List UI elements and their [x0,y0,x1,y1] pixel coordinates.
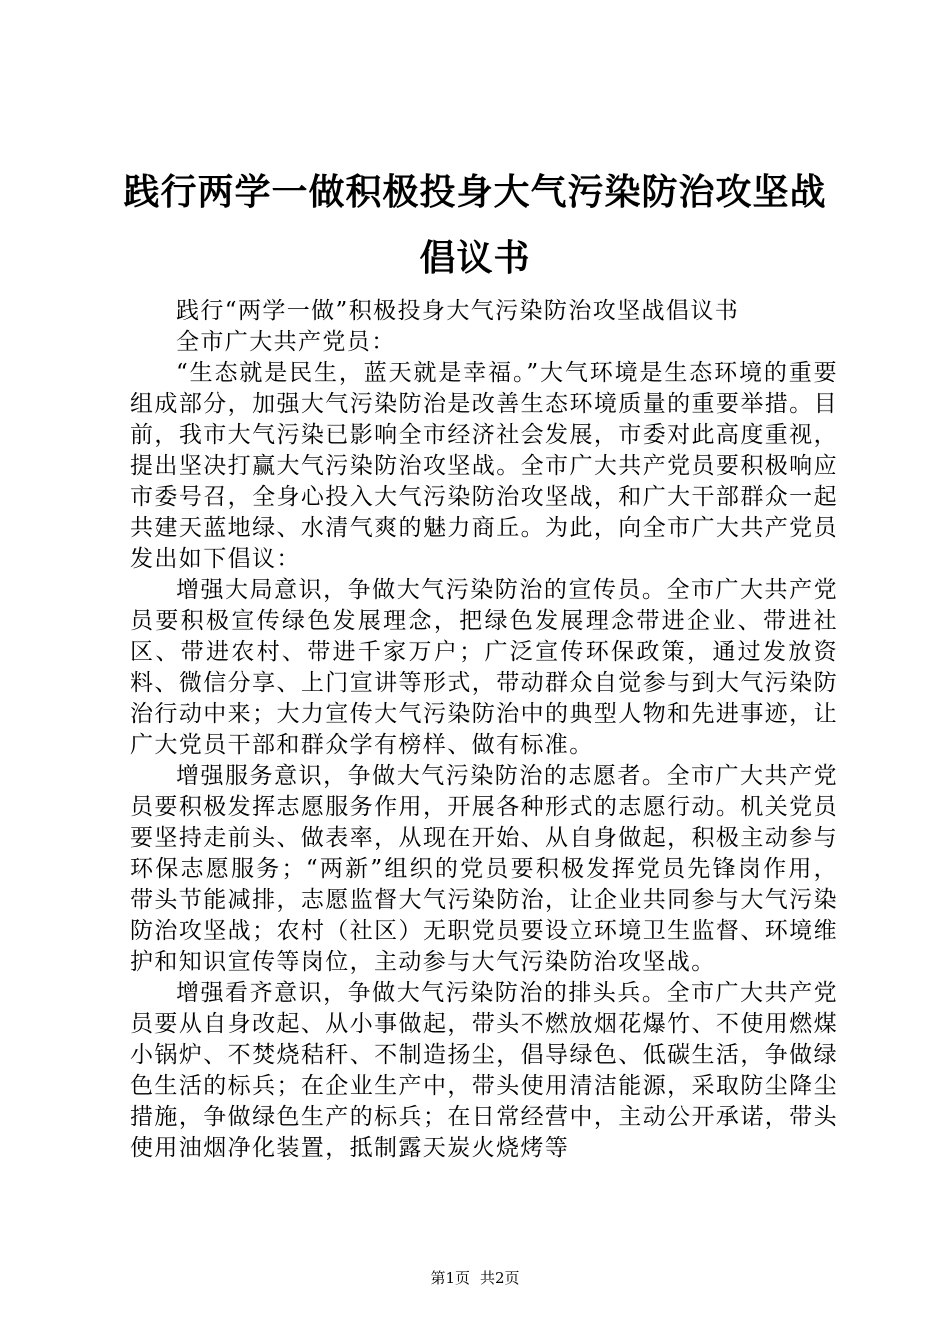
proposal-paragraph-1: 增强大局意识，争做大气污染防治的宣传员。全市广大共产党员要积极宣传绿色发展理念，把绿色发展理念带进企业、带进社区、带进农村、带进千家万户；广泛宣传环保政策，通过发放资料、微信分享、上门宣讲等形式，带动群众自觉参与到大气污染防治行动中来；大力宣传大气污染防治中的典型人物和先进事迹，让广大党员干部和群众学有榜样、做有标准。 [130,577,838,758]
page-number: 第1页 [430,1269,470,1287]
page-footer [0,1268,950,1288]
document-body [130,296,838,1164]
salutation-paragraph: 全市广大共产党员： [176,329,396,355]
proposal-paragraph-2: 增强服务意识，争做大气污染防治的志愿者。全市广大共产党员要积极发挥志愿服务作用，开展各种形式的志愿行动。机关党员要坚持走前头、做表率，从现在开始、从自身做起，积极主动参与环保志愿服务；“两新”组织的党员要积极发挥党员先锋岗作用，带头节能减排，志愿监督大气污染防治，让企业共同参与大气污染防治攻坚战；农村（社区）无职党员要设立环境卫生监督、环境维护和知识宣传等岗位，主动参与大气污染防治攻坚战。 [130,763,838,975]
proposal-paragraph-3: 增强看齐意识，争做大气污染防治的排头兵。全市广大共产党员要从自身改起、从小事做起，带头不燃放烟花爆竹、不使用燃煤小锅炉、不焚烧秸秆、不制造扬尘，倡导绿色、低碳生活，争做绿色生活的标兵；在企业生产中，带头使用清洁能源，采取防尘降尘措施，争做绿色生产的标兵；在日常经营中，主动公开承诺，带头使用油烟净化装置，抵制露天炭火烧烤等 [130,980,838,1161]
subtitle-paragraph: 践行“两学一做”积极投身大气污染防治攻坚战倡议书 [176,298,740,324]
intro-paragraph: “生态就是民生，蓝天就是幸福。”大气环境是生态环境的重要组成部分，加强大气污染防治是改善生态环境质量的重要举措。目前，我市大气污染已影响全市经济社会发展，市委对此高度重视，提出坚决打赢大气污染防治攻坚战。全市广大共产党员要积极响应市委号召，全身心投入大气污染防治攻坚战，和广大干部群众一起共建天蓝地绿、水清气爽的魅力商丘。为此，向全市广大共产党员发出如下倡议： [130,360,838,572]
document-title: 践行两学一做积极投身大气污染防治攻坚战倡议书 [123,172,827,279]
page-total: 共2页 [480,1269,520,1287]
